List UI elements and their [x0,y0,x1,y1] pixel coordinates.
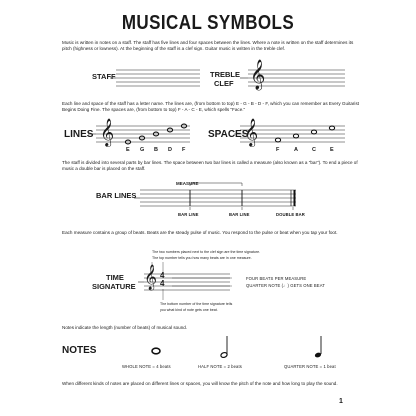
space-note-label: C [312,147,316,153]
quarter-note-text-start: QUARTER NOTE ( [246,283,284,288]
treble-clef-icon: 𝄞 [250,60,266,90]
page-number: 1 [339,398,343,405]
measure-label: MEASURE [176,181,199,186]
spaces-label: SPACES [208,129,249,140]
line-note-label: D [168,147,172,153]
quarter-note-label: QUARTER NOTE = 1 beat [284,364,336,369]
treble-clef-icon: 𝄞 [144,265,158,290]
time-sig-bottom-note-1: The bottom number of the time signature tells [160,302,233,306]
whole-note-label: WHOLE NOTE = 4 beats [122,364,171,369]
treble-label: TREBLE [210,70,240,79]
staff-label: STAFF [92,72,116,81]
closing-paragraph: When different kinds of notes are placed on different lines or spaces, you will know the pitch of the note and how long to play the sound. [62,381,338,386]
space-note-label: E [330,147,334,153]
line-note-label: B [154,147,158,153]
space-note-label: F [276,147,280,153]
bar-lines-label: BAR LINES [96,191,137,200]
treble-clef-icon: 𝄞 [244,118,259,146]
time-sig-bottom-note-2: you what kind of note gets one beat. [160,308,218,312]
half-note-label: HALF NOTE = 2 beats [198,364,242,369]
intro-paragraph: Music is written in notes on a staff. The staff has five lines and four spaces between the lines. Where a note is written on the staff determines its pitch (highness or lowness). At the beginning of the staff is a clef sign. Guitar music is written in the treble clef. [62,40,354,52]
line-note-label: F [182,147,186,153]
letters-paragraph: Each line and space of the staff has a letter name. The lines are, (from bottom to top) E - G - B - D - F, which you can remember as Every Guitarist Begins Doing Fine. The spaces are, (from bottom to top) F - A - C - E, which spells "Face." [62,101,360,113]
beats-per-measure: FOUR BEATS PER MEASURE [246,276,307,281]
space-note-label: A [294,147,298,153]
time-sig-bottom-number: 4 [160,279,165,288]
beats-paragraph: Each measure contains a group of beats. Beats are the steady pulse of music. You respond to the pulse or beat when you tap your foot. [62,230,338,235]
line-note-label: G [140,147,145,153]
notes-paragraph: Notes indicate the length (number of beats) of musical sound. [62,325,188,330]
clef-label: CLEF [214,79,234,88]
signature-label: SIGNATURE [92,282,136,291]
time-label: TIME [106,273,124,282]
quarter-note-icon: ♩ [283,283,288,288]
whole-note-icon [152,348,160,354]
time-sig-note-2: The top number tells you how many beats are in one measure. [152,256,252,260]
time-sig-note-1: The two numbers placed next to the clef sign are the time signature. [152,250,261,254]
time-sig-top-number: 4 [160,271,165,280]
lines-label: LINES [64,129,94,140]
line-note-label: E [126,147,130,153]
bar-line-label: BAR LINE [229,212,250,217]
bar-line-label: BAR LINE [178,212,199,217]
quarter-note-icon [314,336,322,358]
half-note-icon [220,336,228,358]
page-title: MUSICAL SYMBOLS [121,12,295,34]
quarter-note-text-end: ) GETS ONE BEAT [287,283,325,288]
notes-label: NOTES [62,345,97,356]
measures-paragraph: The staff is divided into several parts by bar lines. The space between two bar lines is called a measure (also known as a "bar"). To end a piece of music a double bar is placed on the staff. [62,160,358,172]
treble-clef-icon: 𝄞 [100,118,115,146]
double-bar-label: DOUBLE BAR [276,212,305,217]
